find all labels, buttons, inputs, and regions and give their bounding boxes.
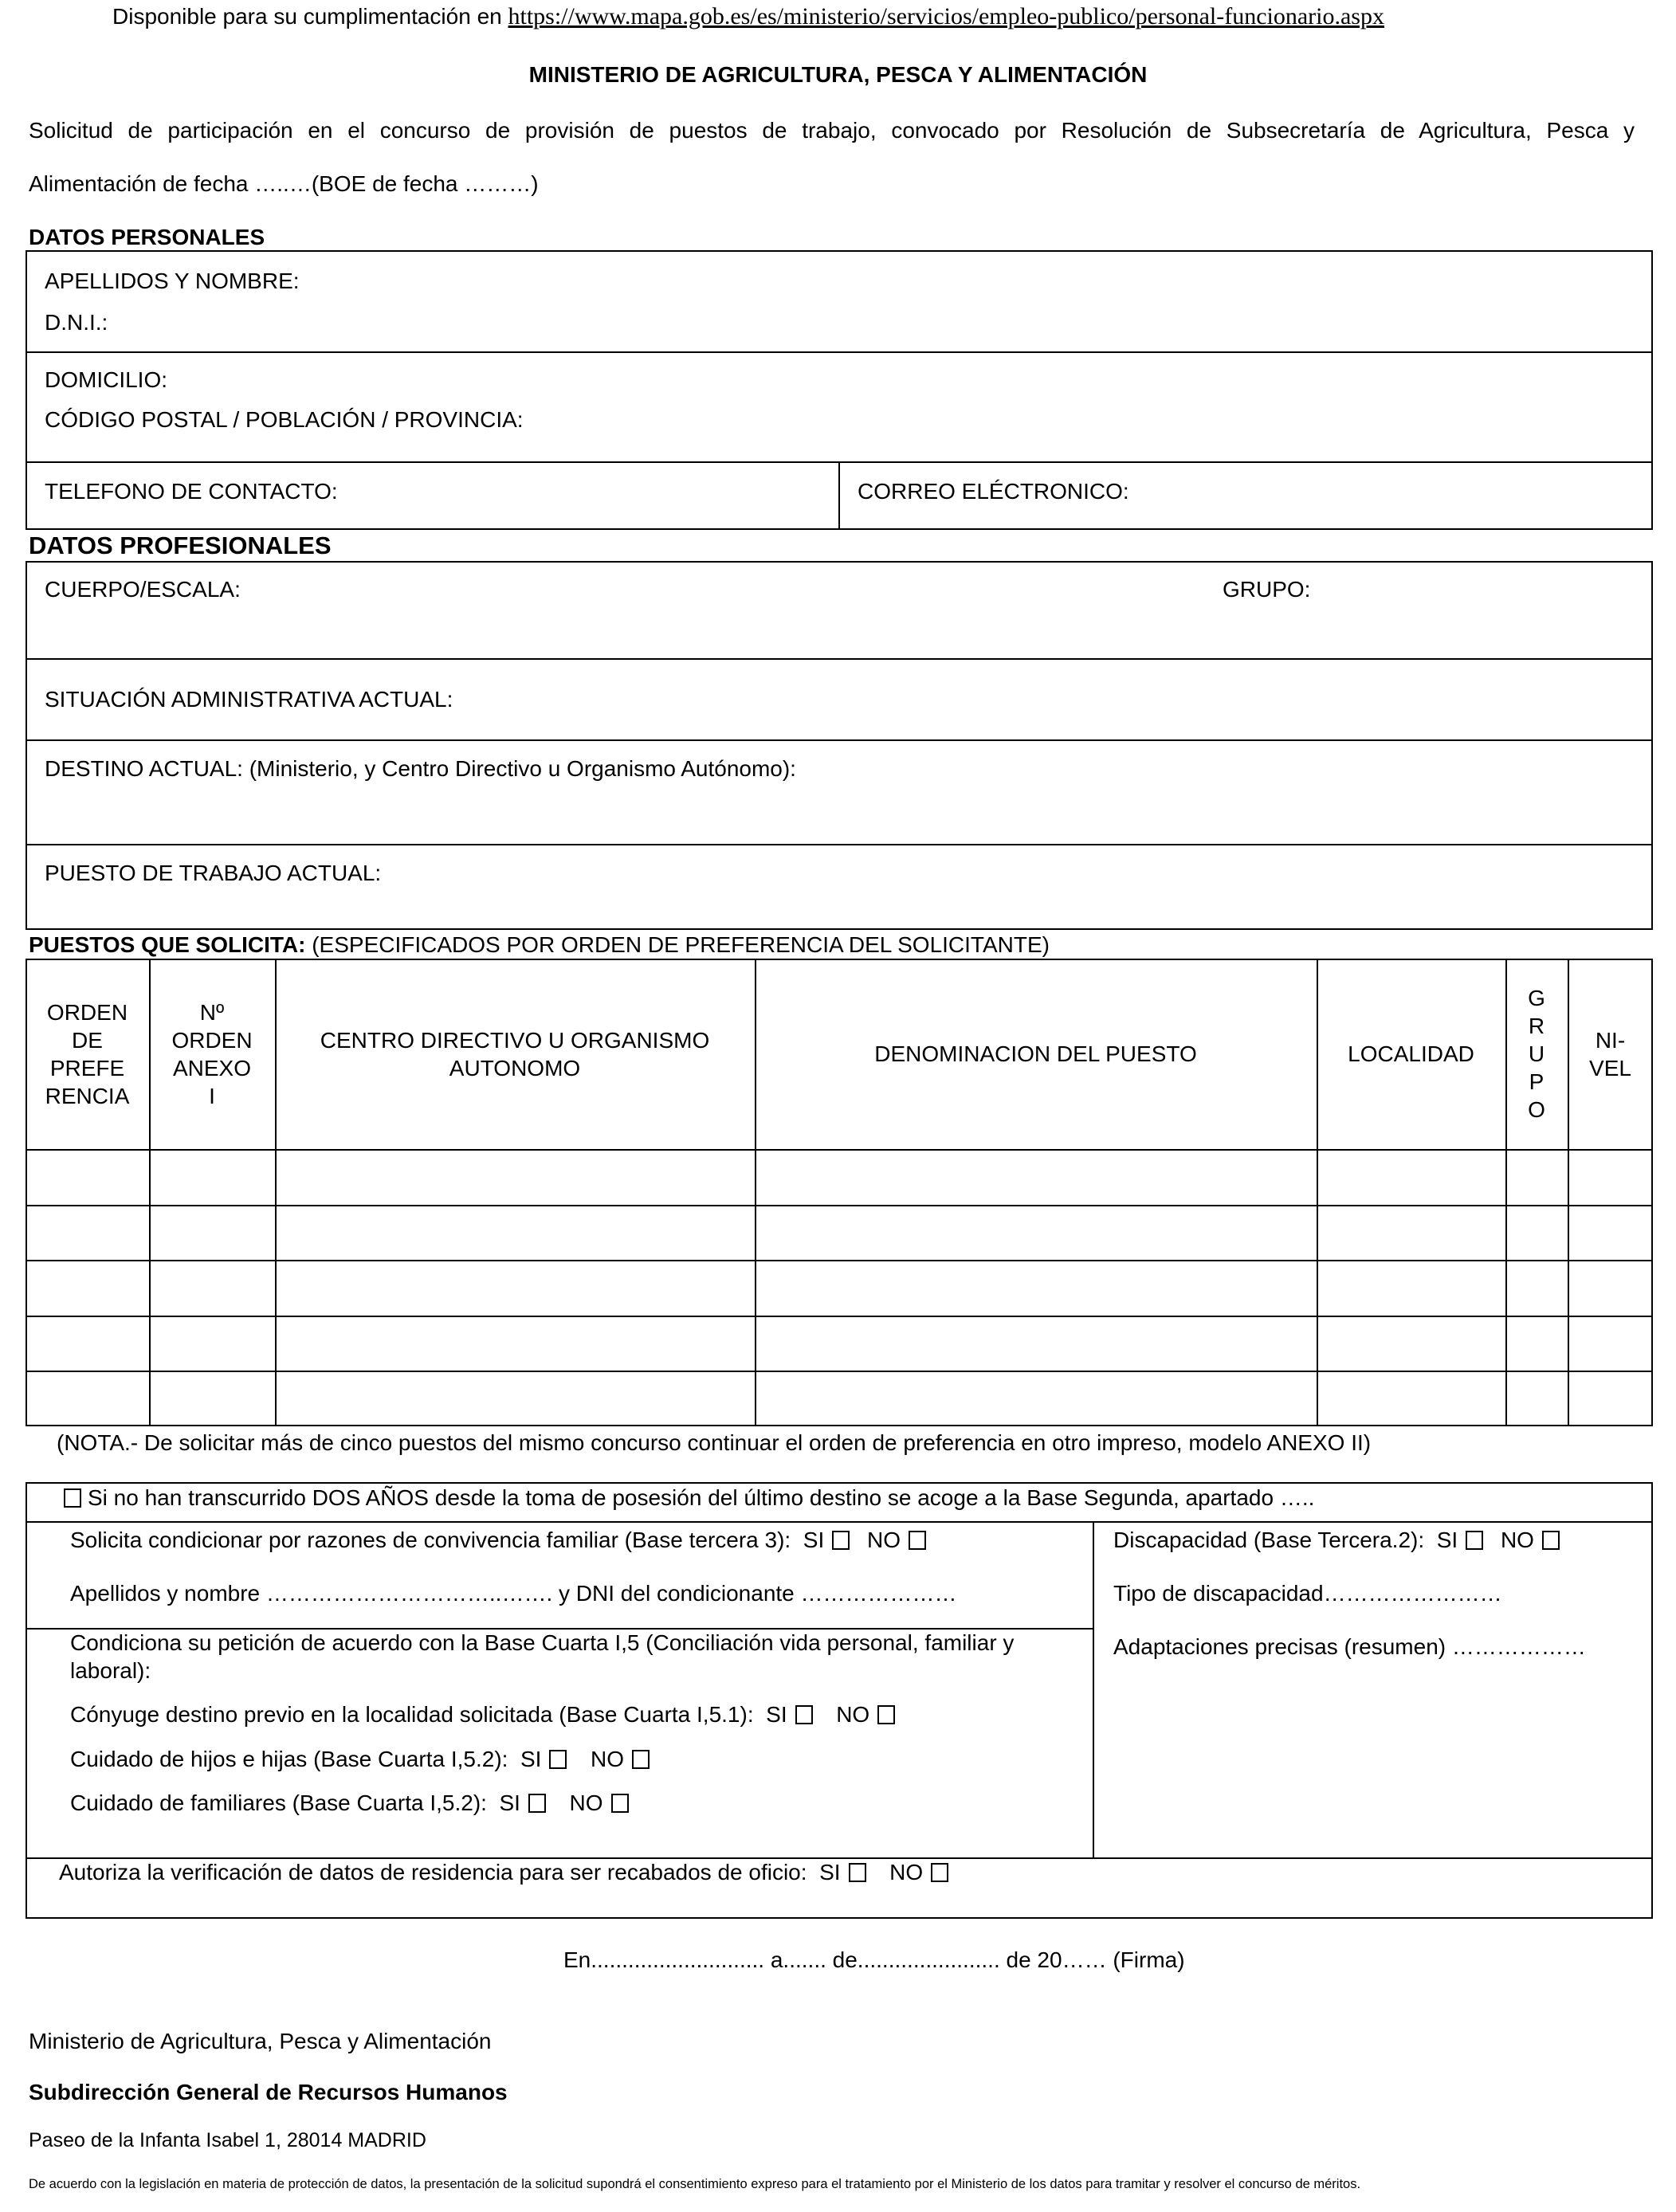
conyuge-si-checkbox[interactable] xyxy=(795,1705,813,1724)
table-cell[interactable] xyxy=(151,1151,273,1203)
table-cell[interactable] xyxy=(1318,1151,1504,1203)
domicilio-field[interactable]: DOMICILIO: xyxy=(45,367,168,392)
column-header: Nº ORDEN ANEXO I xyxy=(171,999,253,1108)
table-cell[interactable] xyxy=(277,1151,753,1203)
puesto-field[interactable]: PUESTO DE TRABAJO ACTUAL: xyxy=(45,861,382,885)
adaptaciones-field[interactable]: Adaptaciones precisas (resumen) ……………… xyxy=(1113,1634,1586,1659)
familiares-question: Cuidado de familiares (Base Cuarta I,5.2): SI NO xyxy=(70,1792,640,1814)
table-cell[interactable] xyxy=(1507,1261,1566,1314)
table-cell[interactable] xyxy=(1318,1317,1504,1370)
table-cell[interactable] xyxy=(27,1206,147,1259)
footer-subdireccion: Subdirección General de Recursos Humanos xyxy=(29,2080,508,2104)
column-header: CENTRO DIRECTIVO U ORGANISMO AUTONOMO xyxy=(320,1027,710,1081)
table-cell[interactable] xyxy=(756,1317,1315,1370)
table-cell[interactable] xyxy=(1507,1372,1566,1425)
divider xyxy=(26,739,1653,741)
table-cell[interactable] xyxy=(756,1206,1315,1259)
divider xyxy=(1093,1521,1094,1858)
phone-field[interactable]: TELEFONO DE CONTACTO: xyxy=(45,479,338,504)
conciliacion-line-2: laboral): xyxy=(70,1658,151,1683)
two-years-option: Si no han transcurrido DOS AÑOS desde la toma de posesión del último destino se acoge a la Base Segunda, apartado ….. xyxy=(64,1487,1314,1509)
convivencia-no-checkbox[interactable] xyxy=(909,1531,926,1550)
footer-address: Paseo de la Infanta Isabel 1, 28014 MADRID xyxy=(29,2129,426,2151)
divider xyxy=(26,1521,1653,1523)
column-header: DENOMINACION DEL PUESTO xyxy=(874,1041,1197,1066)
table-cell[interactable] xyxy=(277,1206,753,1259)
table-cell[interactable] xyxy=(151,1206,273,1259)
ministry-title: MINISTERIO DE AGRICULTURA, PESCA Y ALIMENTACIÓN xyxy=(528,62,1148,87)
table-cell[interactable] xyxy=(756,1151,1315,1203)
table-cell[interactable] xyxy=(277,1372,753,1425)
situacion-field[interactable]: SITUACIÓN ADMINISTRATIVA ACTUAL: xyxy=(45,687,453,712)
form-url-link[interactable]: https://www.mapa.gob.es/es/ministerio/servicios/empleo-publico/personal-funcionario.aspx xyxy=(508,3,1384,29)
table-cell[interactable] xyxy=(1569,1372,1651,1425)
hijos-si-checkbox[interactable] xyxy=(549,1750,567,1769)
discapacidad-no-checkbox[interactable] xyxy=(1542,1531,1560,1550)
dni-field[interactable]: D.N.I.: xyxy=(45,310,108,335)
destino-field[interactable]: DESTINO ACTUAL: (Ministerio, y Centro Directivo u Organismo Autónomo): xyxy=(45,756,796,781)
table-cell[interactable] xyxy=(1318,1372,1504,1425)
table-cell[interactable] xyxy=(756,1261,1315,1314)
table-cell[interactable] xyxy=(151,1372,273,1425)
table-cell[interactable] xyxy=(1318,1206,1504,1259)
email-field[interactable]: CORREO ELÉCTRONICO: xyxy=(858,479,1129,504)
footer-ministry: Ministerio de Agricultura, Pesca y Alimentación xyxy=(29,2029,492,2053)
postal-code-field[interactable]: CÓDIGO POSTAL / POBLACIÓN / PROVINCIA: xyxy=(45,407,524,432)
divider xyxy=(26,658,1653,660)
autoriza-no-checkbox[interactable] xyxy=(931,1863,948,1882)
table-cell[interactable] xyxy=(1507,1317,1566,1370)
tipo-discapacidad-field[interactable]: Tipo de discapacidad…………………… xyxy=(1113,1581,1502,1606)
table-cell[interactable] xyxy=(27,1261,147,1314)
autoriza-si-checkbox[interactable] xyxy=(849,1863,866,1882)
table-cell[interactable] xyxy=(1318,1261,1504,1314)
cuerpo-field[interactable]: CUERPO/ESCALA: xyxy=(45,577,241,602)
table-cell[interactable] xyxy=(1569,1151,1651,1203)
section-heading-personal: DATOS PERSONALES xyxy=(29,225,265,249)
divider xyxy=(838,461,840,530)
hijos-question: Cuidado de hijos e hijas (Base Cuarta I,5.2): SI NO xyxy=(70,1748,661,1771)
convivencia-question: Solicita condicionar por razones de convivencia familiar (Base tercera 3): SI NO xyxy=(70,1529,937,1551)
familiares-no-checkbox[interactable] xyxy=(611,1794,629,1813)
divider xyxy=(26,1857,1653,1859)
apellidos-field[interactable]: APELLIDOS Y NOMBRE: xyxy=(45,269,300,293)
column-header: NI- VEL xyxy=(1589,1027,1631,1081)
discapacidad-si-checkbox[interactable] xyxy=(1466,1531,1483,1550)
convivencia-si-checkbox[interactable] xyxy=(832,1531,850,1550)
two-years-checkbox[interactable] xyxy=(64,1488,81,1508)
divider xyxy=(26,1628,1093,1630)
table-cell[interactable] xyxy=(27,1372,147,1425)
divider xyxy=(26,351,1653,353)
table-cell[interactable] xyxy=(756,1372,1315,1425)
intro-line-2: Alimentación de fecha …..…(BOE de fecha ………) xyxy=(29,171,539,196)
hijos-no-checkbox[interactable] xyxy=(632,1750,650,1769)
signature-line[interactable]: En............................ a....... de....................... de 20…… (Firma) xyxy=(563,1947,1185,1972)
table-cell[interactable] xyxy=(1569,1317,1651,1370)
divider xyxy=(26,844,1653,845)
autoriza-question: Autoriza la verificación de datos de residencia para ser recabados de oficio: SI NO xyxy=(59,1861,960,1884)
table-cell[interactable] xyxy=(1569,1261,1651,1314)
discapacidad-question: Discapacidad (Base Tercera.2): SI NO xyxy=(1113,1529,1571,1551)
conciliacion-line-1: Condiciona su petición de acuerdo con la Base Cuarta I,5 (Conciliación vida personal, familiar y xyxy=(70,1630,1015,1655)
conyuge-no-checkbox[interactable] xyxy=(877,1705,895,1724)
table-cell[interactable] xyxy=(277,1317,753,1370)
table-cell[interactable] xyxy=(1507,1206,1566,1259)
condicionante-field[interactable]: Apellidos y nombre …………………………..……. y DNI del condicionante ………………… xyxy=(70,1581,957,1606)
section-heading-professional: DATOS PROFESIONALES xyxy=(29,531,332,559)
data-protection-note: De acuerdo con la legislación en materia de protección de datos, la presentación de la solicitud supondrá el consentimiento expreso para el tratamiento por el Ministerio de los datos para tramitar y resolver el concurso de méritos. xyxy=(29,2177,1361,2191)
table-cell[interactable] xyxy=(27,1317,147,1370)
table-cell[interactable] xyxy=(277,1261,753,1314)
conyuge-question: Cónyuge destino previo en la localidad solicitada (Base Cuarta I,5.1): SI NO xyxy=(70,1704,906,1726)
availability-note: Disponible para su cumplimentación en https://www.mapa.gob.es/es/ministerio/servicios/empleo-publico/personal-funcionario.aspx xyxy=(112,3,1384,29)
familiares-si-checkbox[interactable] xyxy=(528,1794,546,1813)
intro-line-1: Solicitud de participación en el concurso de provisión de puestos de trabajo, convocado por Resolución de Subsecretaría de Agricultura, Pesca y xyxy=(29,118,1635,143)
table-cell[interactable] xyxy=(151,1261,273,1314)
table-cell[interactable] xyxy=(27,1151,147,1203)
column-header: LOCALIDAD xyxy=(1348,1041,1474,1066)
table-cell[interactable] xyxy=(1507,1151,1566,1203)
table-note: (NOTA.- De solicitar más de cinco puestos del mismo concurso continuar el orden de preferencia en otro impreso, modelo ANEXO II) xyxy=(57,1430,1372,1455)
table-cell[interactable] xyxy=(151,1317,273,1370)
grupo-field[interactable]: GRUPO: xyxy=(1223,577,1311,602)
table-cell[interactable] xyxy=(1569,1206,1651,1259)
column-header: G R U P O xyxy=(1528,986,1545,1122)
section-heading-positions: PUESTOS QUE SOLICITA: (ESPECIFICADOS POR ORDEN DE PREFERENCIA DEL SOLICITANTE) xyxy=(29,932,1050,957)
column-header: ORDEN DE PREFE RENCIA xyxy=(45,999,130,1108)
